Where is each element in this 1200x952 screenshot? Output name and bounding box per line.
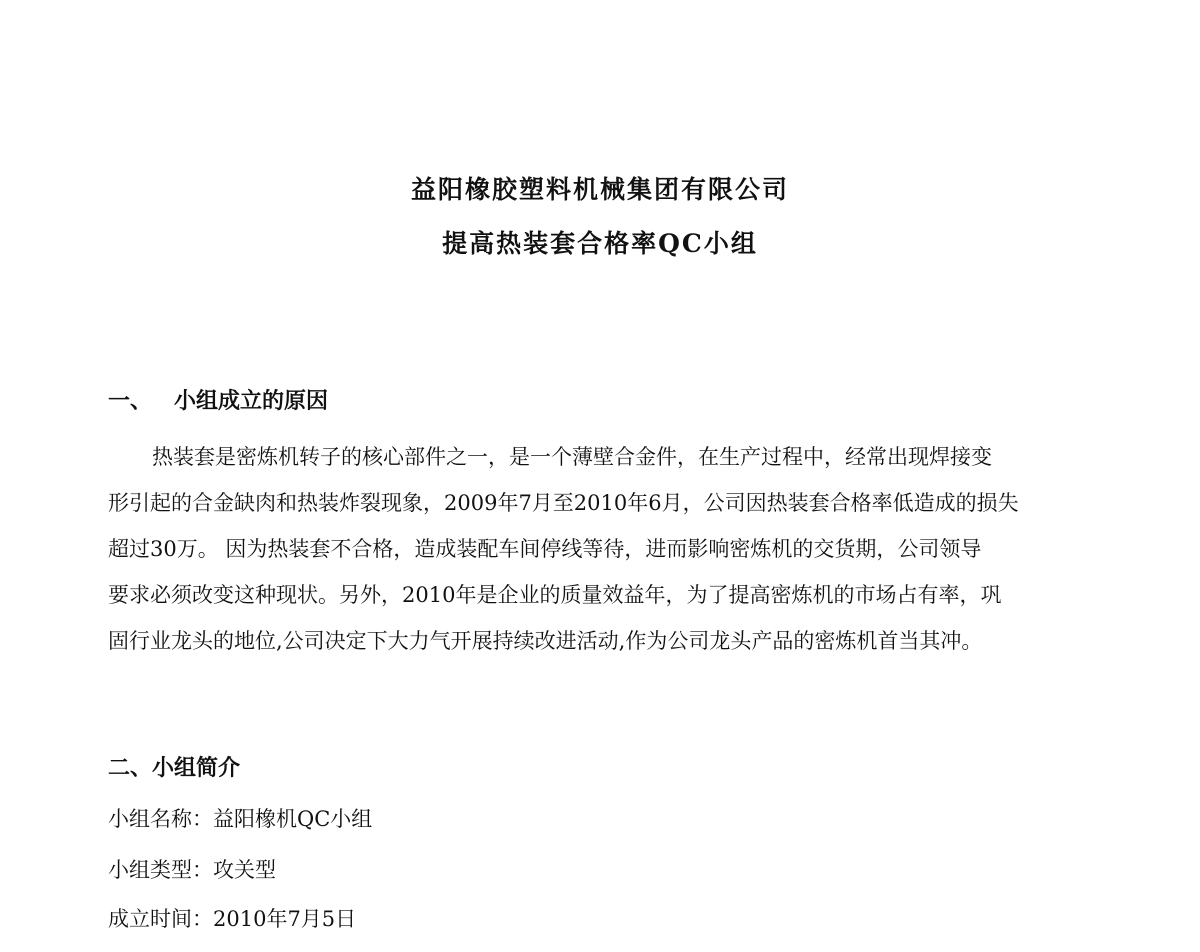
section-heading-reason xyxy=(108,387,328,417)
paragraph-line: 热装套是密炼机转子的核心部件之一，是一个薄壁合金件，在生产过程中，经常出现焊接变 xyxy=(152,445,992,469)
reason-paragraph xyxy=(108,434,1138,664)
paragraph-line: 要求必须改变这种现状。另外，2010年是企业的质量效益年，为了提高密炼机的市场占有率，巩 xyxy=(108,583,1002,607)
company-title: 益阳橡胶塑料机械集团有限公司 xyxy=(410,175,789,204)
team-name-line: 小组名称：益阳橡机QC小组 xyxy=(108,807,373,831)
team-type-line: 小组类型：攻关型 xyxy=(108,858,276,882)
section-number: 一、 xyxy=(108,389,153,414)
section-heading-text: 小组成立的原因 xyxy=(174,389,329,414)
section-heading-intro: 二、小组简介 xyxy=(108,756,241,781)
founded-date-line: 成立时间：2010年7月5日 xyxy=(108,907,357,931)
team-title: 提高热装套合格率QC小组 xyxy=(442,229,758,258)
paragraph-line: 固行业龙头的地位,公司决定下大力气开展持续改进活动,作为公司龙头产品的密炼机首当其冲。 xyxy=(108,629,983,653)
paragraph-line: 形引起的合金缺肉和热装炸裂现象，2009年7月至2010年6月，公司因热装套合格率低造成的损失 xyxy=(108,491,1019,515)
paragraph-line: 超过30万。 因为热装套不合格，造成装配车间停线等待，进而影响密炼机的交货期，公司领导 xyxy=(108,537,982,561)
